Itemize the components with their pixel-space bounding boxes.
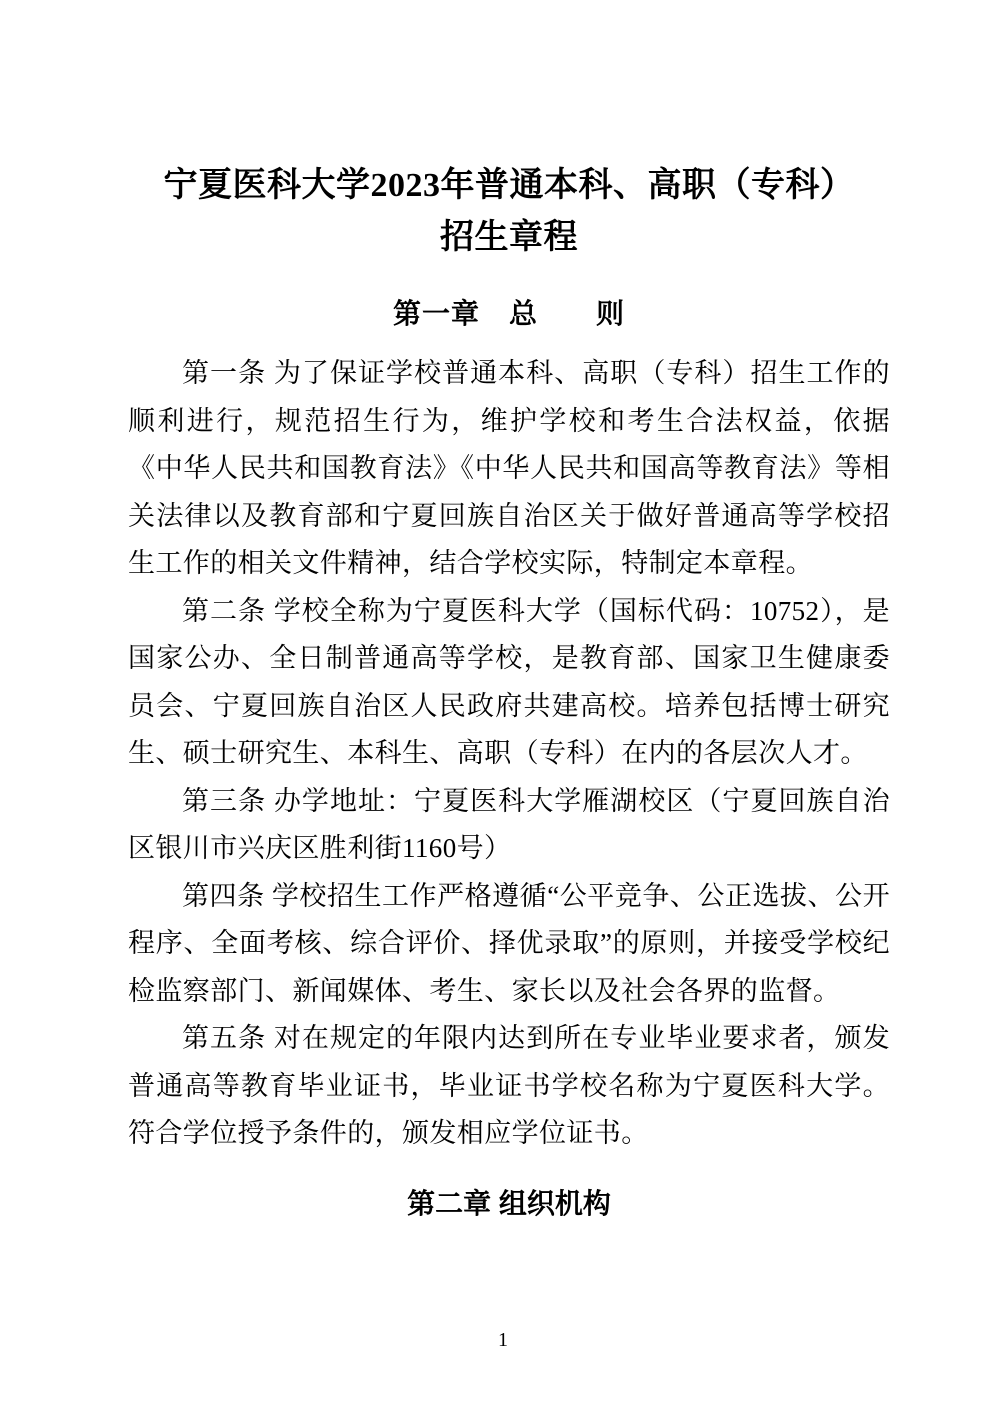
article-1-paragraph: 第一条 为了保证学校普通本科、高职（专科）招生工作的顺利进行，规范招生行为，维护学校和考生合法权益，依据《中华人民共和国教育法》《中华人民共和国高等教育法》等相关法律以及教育部和宁夏回族自治区关于做好普通高等学校招生工作的相关文件精神，结合学校实际，特制定本章程。 bbox=[128, 358, 890, 578]
chapter-1-body bbox=[128, 338, 890, 1158]
page-title-line-2: 招生章程 bbox=[440, 219, 578, 256]
page-title bbox=[128, 0, 890, 264]
chapter-heading-2: 第二章 组织机构 bbox=[407, 1187, 611, 1219]
page-number: 1 bbox=[498, 1329, 508, 1351]
article-4-paragraph: 第四条 学校招生工作严格遵循“公平竞争、公正选拔、公开程序、全面考核、综合评价、择优录取”的原则，并接受学校纪检监察部门、新闻媒体、考生、家长以及社会各界的监督。 bbox=[128, 880, 890, 1006]
page-content bbox=[128, 0, 890, 1228]
article-3-paragraph: 第三条 办学地址：宁夏医科大学雁湖校区（宁夏回族自治区银川市兴庆区胜利街1160号） bbox=[128, 785, 890, 863]
page-title-line-1: 宁夏医科大学2023年普通本科、高职（专科） bbox=[163, 167, 855, 204]
article-5-paragraph: 第五条 对在规定的年限内达到所在专业毕业要求者，颁发普通高等教育毕业证书，毕业证书学校名称为宁夏医科大学。符合学位授予条件的，颁发相应学位证书。 bbox=[128, 1023, 890, 1148]
article-2-paragraph: 第二条 学校全称为宁夏医科大学（国标代码：10752），是国家公办、全日制普通高等学校，是教育部、国家卫生健康委员会、宁夏回族自治区人民政府共建高校。培养包括博士研究生、硕士研究生、本科生、高职（专科）在内的各层次人才。 bbox=[128, 595, 890, 768]
chapter-heading-1: 第一章 总 则 bbox=[392, 298, 625, 329]
